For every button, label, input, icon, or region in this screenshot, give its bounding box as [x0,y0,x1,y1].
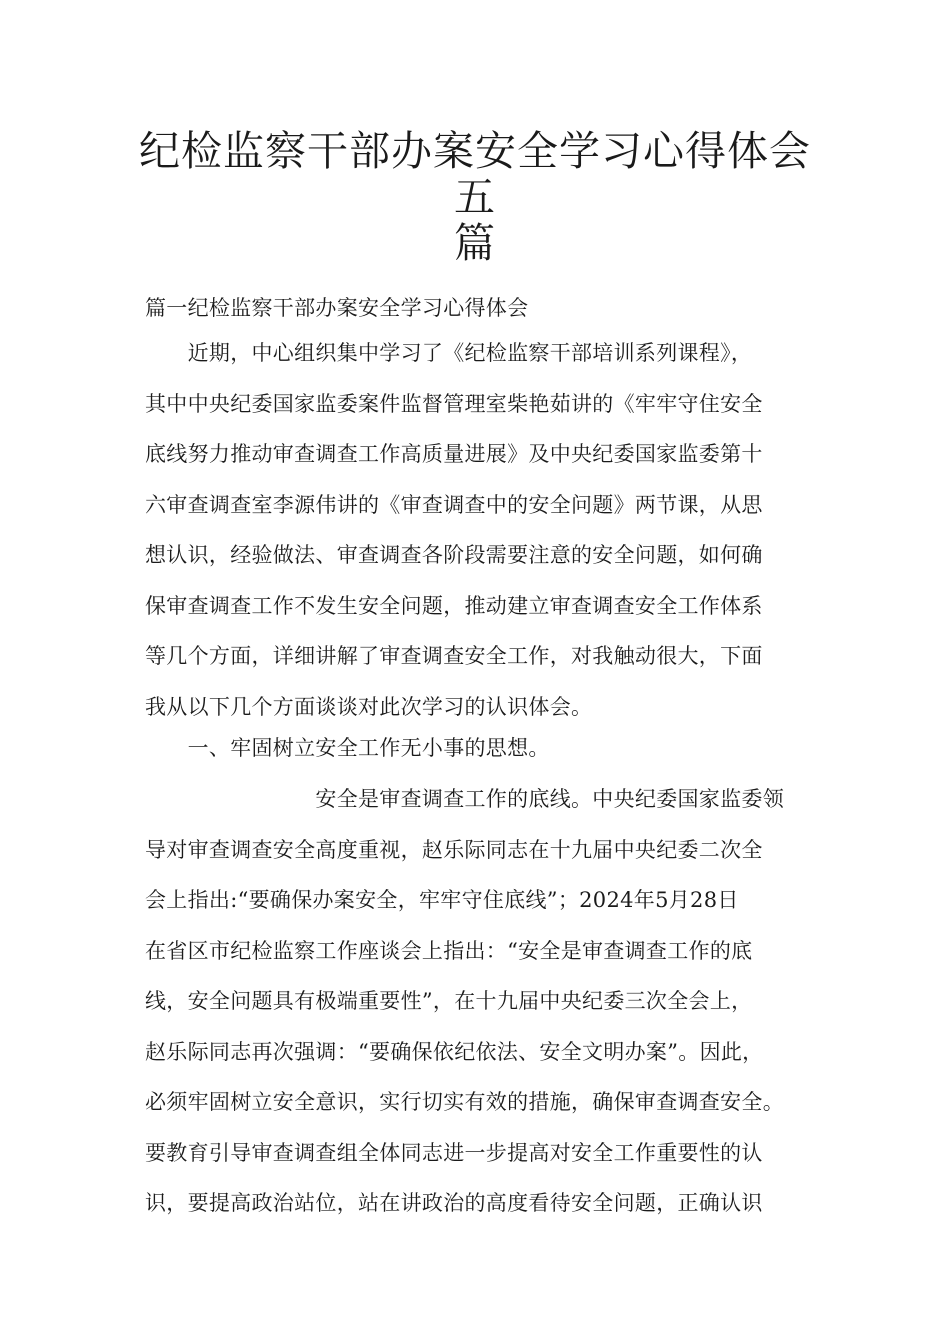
paragraph-line: 想认识，经验做法、审查调查各阶段需要注意的安全问题，如何确 [145,543,763,567]
paragraph-line: 线，安全问题具有极端重要性”，在十九届中央纪委三次全会上， [145,989,753,1013]
paragraph-intro [145,328,825,732]
section-heading: 篇一纪检监察干部办案安全学习心得体会 [145,296,529,320]
paragraph-line: 会上指出:“要确保办案安全，牢牢守住底线”；2024年5月28日 [145,888,739,912]
point-heading: 一、牢固树立安全工作无小事的思想。 [145,736,550,760]
paragraph-line: 底线努力推动审查调查工作高质量进展》及中央纪委国家监委第十 [145,442,763,466]
paragraph-line: 安全是审查调查工作的底线。中央纪委国家监委领 [145,787,784,811]
paragraph-line: 保审查调查工作不发生安全问题，推动建立审查调查安全工作体系 [145,593,763,618]
paragraph-line: 近期，中心组织集中学习了《纪检监察干部培训系列课程》， [145,341,753,365]
paragraph-line: 六审查调查室李源伟讲的《审查调查中的安全问题》两节课，从思 [145,492,763,517]
paragraph-line: 我从以下几个方面谈谈对此次学习的认识体会。 [145,694,593,719]
document-title [120,128,830,266]
title-line: 纪检监察干部办案安全学习心得体会五 [139,127,811,221]
paragraph-line: 识，要提高政治站位，站在讲政治的高度看待安全问题，正确认识 [145,1191,763,1215]
paragraph-line: 其中中央纪委国家监委案件监督管理室柴艳茹讲的《牢牢守住安全 [145,391,763,416]
title-line: 篇 [454,219,496,267]
paragraph-line: 导对审查调查安全高度重视，赵乐际同志在十九届中央纪委二次全 [145,837,763,862]
paragraph-safety [145,774,825,1229]
paragraph-line: 赵乐际同志再次强调：“要确保依纪依法、安全文明办案”。因此， [145,1039,764,1064]
paragraph-line: 必须牢固树立安全意识，实行切实有效的措施，确保审查调查安全。 [145,1090,784,1114]
paragraph-line: 要教育引导审查调查组全体同志进一步提高对安全工作重要性的认 [145,1140,763,1165]
paragraph-line: 等几个方面，详细讲解了审查调查安全工作，对我触动很大，下面 [145,644,763,668]
paragraph-line: 在省区市纪检监察工作座谈会上指出：“安全是审查调查工作的底 [145,938,753,963]
